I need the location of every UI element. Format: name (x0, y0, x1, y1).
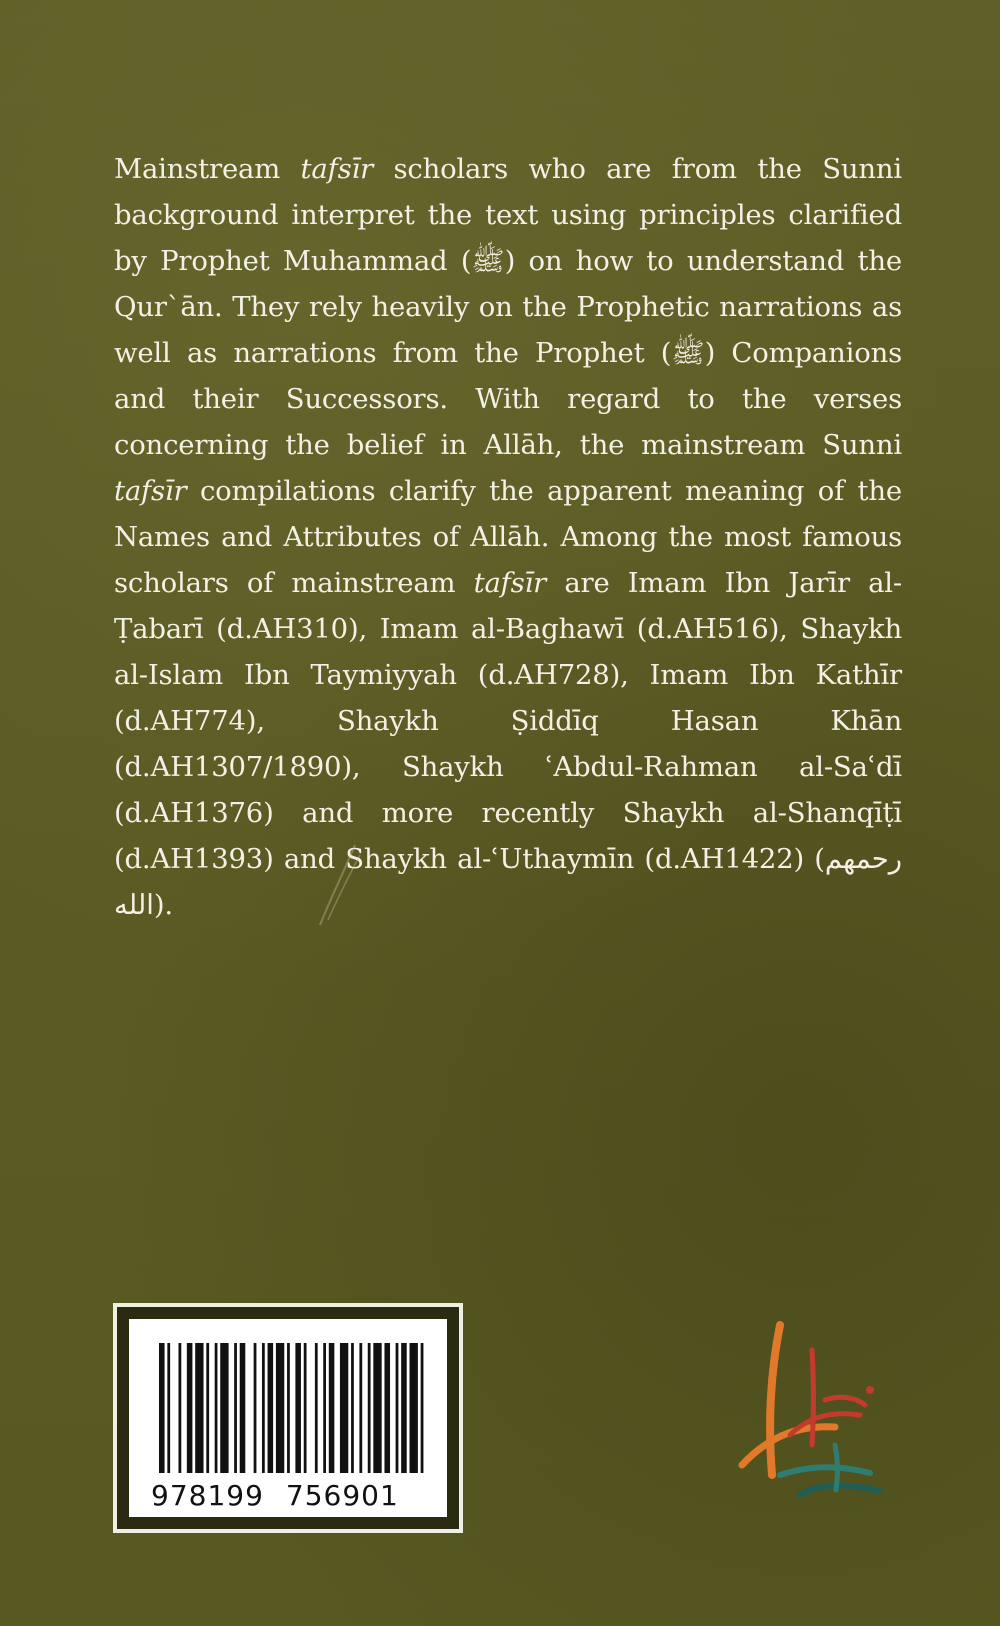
text-segment: scholars who are from the Sunni background interpret the text using principles clarified by Prophet Muhammad ( (114, 152, 902, 277)
italic-term: tafsīr (114, 474, 187, 507)
publisher-logo-icon (720, 1315, 900, 1515)
barcode-bar (401, 1343, 407, 1473)
barcode-bar (187, 1343, 193, 1473)
barcode-bar (384, 1343, 390, 1473)
text-segment: ) Companions and their Successors. With regard to the verses concerning the belief in Allāh, the mainstream Sunni (114, 336, 902, 461)
barcode-bar (254, 1343, 257, 1473)
barcode-bar (178, 1343, 181, 1473)
barcode-bar (287, 1343, 290, 1473)
isbn-right-digits: 756901 (285, 1479, 399, 1512)
barcode-bar (373, 1343, 381, 1473)
barcode-bar (329, 1343, 335, 1473)
barcode-bar (295, 1343, 301, 1473)
barcode-bar (359, 1343, 362, 1473)
barcode-icon (159, 1343, 429, 1473)
italic-term: tafsīr (300, 152, 374, 185)
barcode-bar (159, 1343, 165, 1473)
barcode-bar (368, 1343, 371, 1473)
honorific-glyph: ﷺ (671, 336, 705, 369)
honorific-glyph: ﷺ (471, 244, 505, 277)
italic-term: tafsīr (473, 566, 547, 599)
description-paragraph (114, 146, 902, 928)
isbn-number (151, 1479, 441, 1512)
barcode-bar (421, 1343, 424, 1473)
barcode-bar (304, 1343, 307, 1473)
barcode-bar (206, 1343, 209, 1473)
barcode-label (129, 1319, 447, 1517)
honorific-glyph: رحمهم الله (114, 842, 902, 921)
barcode-bar (315, 1343, 318, 1473)
barcode-bar (410, 1343, 418, 1473)
barcode-bar (323, 1343, 326, 1473)
text-segment: ) on how to understand the Qur`ān. They rely heavily on the Prophetic narrations as well as narrations from the Prophet ( (114, 244, 902, 369)
barcode-bar (240, 1343, 246, 1473)
barcode-bar (268, 1343, 274, 1473)
barcode-bar (396, 1343, 399, 1473)
barcode-bar (234, 1343, 237, 1473)
barcode-bar (220, 1343, 228, 1473)
text-segment: ). (153, 888, 173, 921)
text-segment: compilations clarify the apparent meaning of the Names and Attributes of Allāh. Among the most famous scholars of mainstream (114, 474, 902, 599)
barcode-bar (276, 1343, 284, 1473)
text-segment: Mainstream (114, 152, 301, 185)
barcode-bar (215, 1343, 218, 1473)
barcode-bar (167, 1343, 170, 1473)
barcode-panel (113, 1303, 463, 1533)
barcode-bar (262, 1343, 265, 1473)
scratch-mark-icon (310, 840, 370, 930)
isbn-left-digits: 978199 (151, 1479, 264, 1512)
barcode-bar (340, 1343, 348, 1473)
text-segment: are Imam Ibn Jarīr al-Ṭabarī (d.AH310), Imam al-Baghawī (d.AH516), Shaykh al-Islam Ibn Taymiyyah (d.AH728), Imam Ibn Kathīr (d.AH774), Shaykh Ṣiddīq Hasan Khān (d.AH1307/1890), Shaykh ʿAbdul-Rahman al-Saʿdī (d.AH1376) and more recently Shaykh al-Shanqīṭī (d.AH1393) and Shaykh al-ʿUthaymīn (d.AH1422) ( (114, 566, 902, 875)
barcode-bar (195, 1343, 203, 1473)
barcode-bar (351, 1343, 354, 1473)
